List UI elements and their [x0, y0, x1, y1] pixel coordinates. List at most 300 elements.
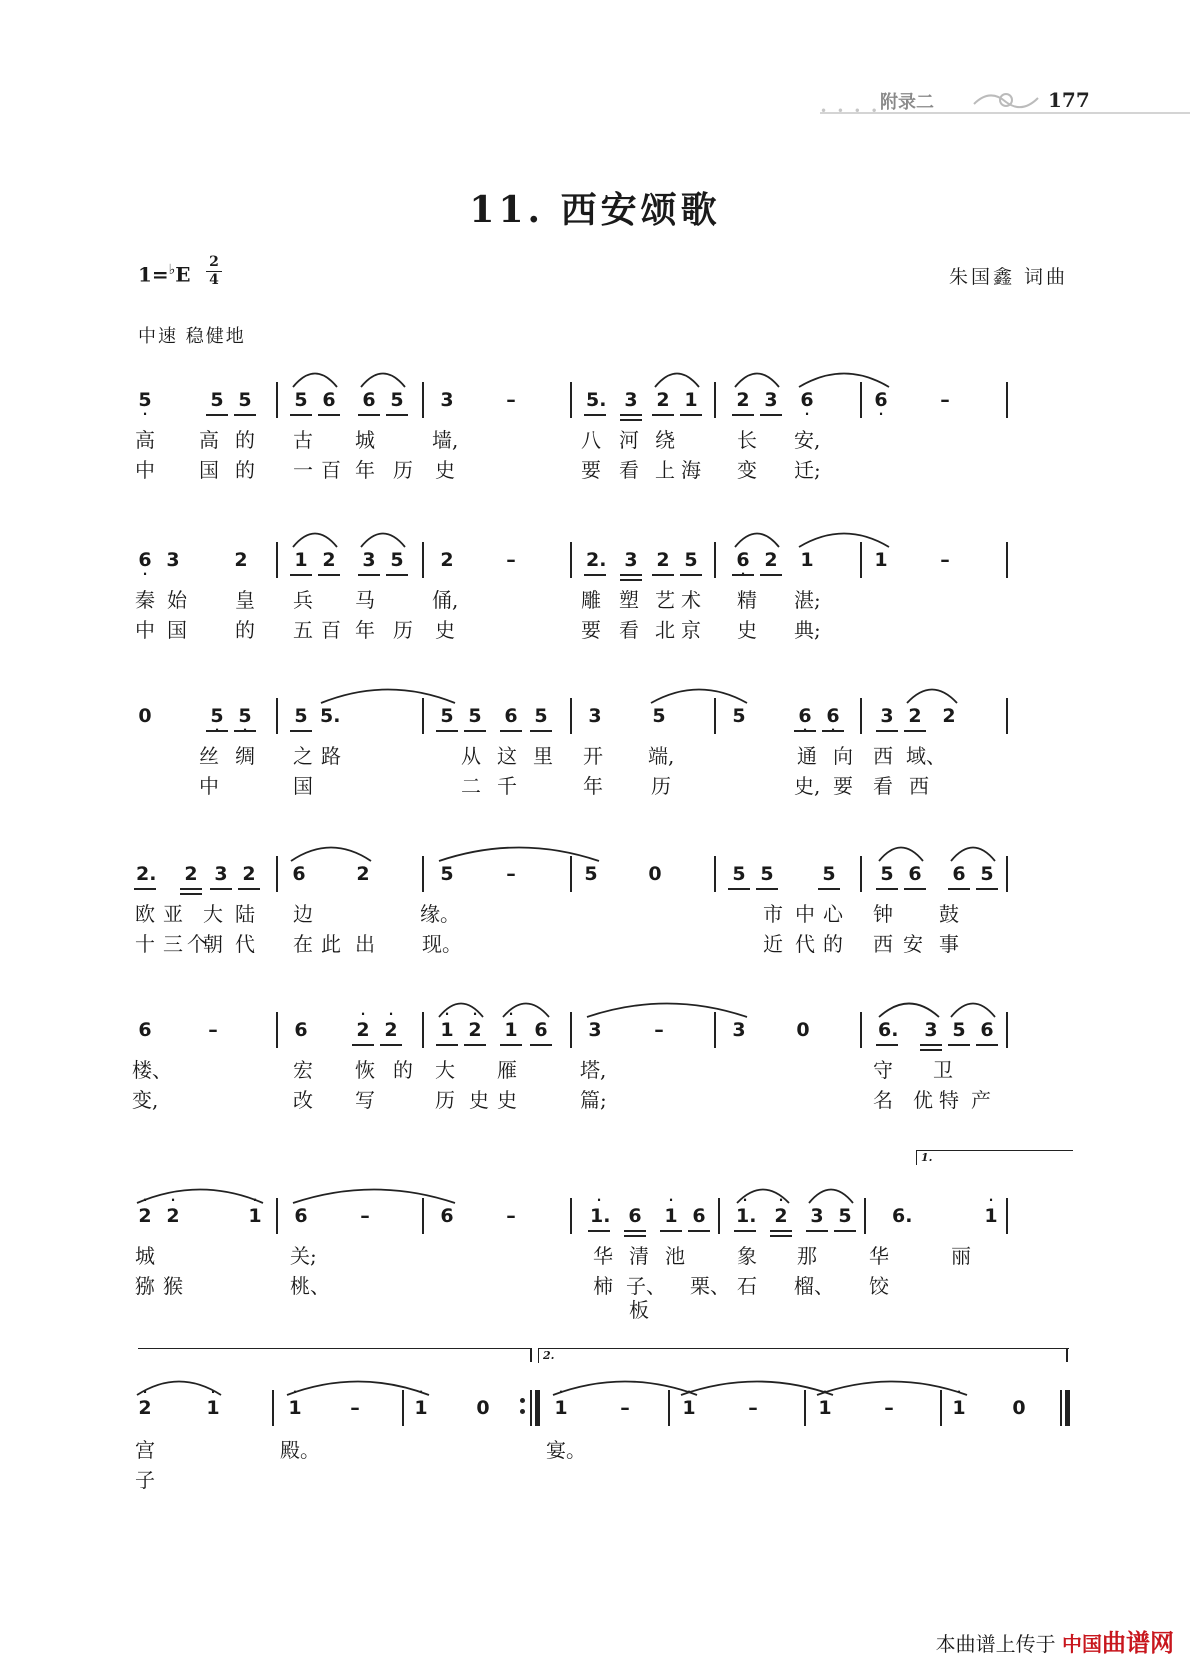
note: 6	[798, 705, 812, 727]
note: 1	[206, 1397, 220, 1419]
slur	[136, 1380, 222, 1396]
lyric-line2: 中	[135, 458, 155, 482]
note: 5	[952, 1019, 966, 1041]
barline	[422, 382, 424, 418]
note: 0	[476, 1397, 490, 1419]
note: –	[940, 549, 950, 571]
lyric-line1: 这	[497, 744, 517, 768]
note: –	[884, 1397, 894, 1419]
underline	[976, 1044, 998, 1046]
lyric-line2: 个	[187, 932, 207, 956]
note: 2	[166, 1205, 180, 1227]
underline	[620, 574, 642, 576]
lyric-line1: 那	[797, 1244, 817, 1268]
note: 3	[880, 705, 894, 727]
underline	[624, 1235, 646, 1237]
lyric-line1: 术	[681, 588, 701, 612]
note: 2	[356, 1019, 370, 1041]
octave-dot-below: ·	[804, 407, 810, 421]
note: 1	[440, 1019, 454, 1041]
lyric-line1: 边	[293, 902, 313, 926]
underline	[732, 574, 754, 576]
lyric-line1: 西	[873, 744, 893, 768]
underline	[386, 574, 408, 576]
lyric-line2: 朝	[203, 932, 223, 956]
lyric-line2: 安	[903, 932, 923, 956]
tie	[798, 372, 890, 388]
octave-dot-above: ·	[822, 1385, 828, 1399]
composer-credit: 朱国鑫 词曲	[948, 266, 1068, 288]
note: 6	[980, 1019, 994, 1041]
note: 2	[736, 389, 750, 411]
note: –	[208, 1019, 218, 1041]
note: 5	[294, 389, 308, 411]
note: 2	[440, 549, 454, 571]
note: –	[506, 1205, 516, 1227]
underline	[794, 730, 816, 732]
song-title: 11. 西安颂歌	[469, 189, 721, 231]
lyric-line2: 栗、	[690, 1274, 730, 1298]
octave-dot-above: ·	[360, 1007, 366, 1021]
lyric-line1: 市	[763, 902, 783, 926]
underline	[290, 730, 312, 732]
octave-dot-above: ·	[142, 1193, 148, 1207]
volta-2-label: 2.	[543, 1349, 555, 1362]
octave-dot-above: ·	[508, 1007, 514, 1021]
underline	[318, 574, 340, 576]
lyric-line1: 的	[235, 428, 255, 452]
lyric-line2: 五	[293, 618, 313, 642]
note: 5	[822, 863, 836, 885]
tie	[816, 1380, 968, 1396]
underline	[290, 414, 312, 416]
note: 6	[138, 1019, 152, 1041]
note: 5	[440, 863, 454, 885]
note: 6	[294, 1205, 308, 1227]
volta-bracket-1	[916, 1150, 1073, 1165]
key-note: E	[175, 262, 191, 287]
underline	[180, 888, 202, 890]
note: 6	[138, 549, 152, 571]
underline	[588, 1230, 610, 1232]
lyric-line2: 桃、	[290, 1274, 330, 1298]
lyric-line1: 域、	[906, 744, 946, 768]
tie	[438, 846, 600, 862]
barline	[276, 542, 278, 578]
underline	[904, 888, 926, 890]
lyric-line2: 写	[355, 1088, 375, 1112]
note: 5.	[586, 389, 607, 411]
tie	[680, 1380, 834, 1396]
note: 5	[732, 863, 746, 885]
barline	[276, 1198, 278, 1234]
underline	[806, 1230, 828, 1232]
note: –	[940, 389, 950, 411]
note: 1.	[736, 1205, 757, 1227]
underline	[920, 1044, 942, 1046]
lyric-line1: 恢	[355, 1058, 375, 1082]
note: 2	[468, 1019, 482, 1041]
underline	[688, 1230, 710, 1232]
slur	[290, 846, 372, 862]
note: 0	[648, 863, 662, 885]
lyric-line2: 优	[913, 1088, 933, 1112]
barline	[276, 856, 278, 892]
underline	[624, 1230, 646, 1232]
note: 3	[732, 1019, 746, 1041]
lyric-line1: 陆	[235, 902, 255, 926]
note: 1	[874, 549, 888, 571]
note: 5	[534, 705, 548, 727]
slur	[136, 1188, 264, 1204]
barline	[570, 542, 572, 578]
barline	[1006, 1198, 1008, 1234]
underline	[234, 730, 256, 732]
slur	[360, 532, 406, 548]
underline	[904, 730, 926, 732]
note: 1	[504, 1019, 518, 1041]
lyric-line2: 国	[167, 618, 187, 642]
note: 2	[184, 863, 198, 885]
lyric-line2: 出	[355, 932, 375, 956]
octave-dot-below: ·	[802, 723, 808, 737]
lyric-line1: 城	[135, 1244, 155, 1268]
lyric-line1: 长	[737, 428, 757, 452]
lyric-line1: 殿。	[280, 1438, 320, 1462]
note: 3	[924, 1019, 938, 1041]
underline	[464, 730, 486, 732]
lyric-line2: 上	[655, 458, 675, 482]
note: 5	[468, 705, 482, 727]
octave-dot-below: ·	[142, 407, 148, 421]
lyric-line2: 看	[619, 458, 639, 482]
note: 6	[292, 863, 306, 885]
lyric-line2: 此	[321, 932, 341, 956]
underline	[620, 414, 642, 416]
lyric-line2: 史	[497, 1088, 517, 1112]
lyric-line2: 名	[873, 1088, 893, 1112]
octave-dot-above: ·	[742, 1193, 748, 1207]
underline	[728, 888, 750, 890]
note: 6	[800, 389, 814, 411]
note: –	[506, 863, 516, 885]
lyric-line2: 榴、	[794, 1274, 834, 1298]
note: 1	[248, 1205, 262, 1227]
note: 6	[952, 863, 966, 885]
lyric-line2: 代	[235, 932, 255, 956]
slur	[292, 532, 338, 548]
lyric-line2: 海	[681, 458, 701, 482]
slur	[502, 1002, 550, 1018]
lyric-line1: 宫	[135, 1438, 155, 1462]
lyric-line2: 一	[293, 458, 313, 482]
volta-1-label: 1.	[921, 1151, 933, 1164]
underline	[500, 730, 522, 732]
note: 5	[390, 549, 404, 571]
lyric-line2: 变,	[132, 1088, 159, 1112]
lyric-line1: 丽	[951, 1244, 971, 1268]
octave-dot-below: ·	[830, 723, 836, 737]
slur	[360, 372, 406, 388]
barline	[1006, 698, 1008, 734]
barline	[1006, 1012, 1008, 1048]
lyric-line1: 开	[583, 744, 603, 768]
underline	[948, 1044, 970, 1046]
barline	[422, 542, 424, 578]
lyric-line2: 典;	[794, 618, 821, 642]
lyric-line2: 年	[355, 618, 375, 642]
header-dots: • • • •	[820, 104, 881, 118]
repeat-barline	[530, 1390, 532, 1426]
barline	[1006, 382, 1008, 418]
octave-dot-above: ·	[210, 1385, 216, 1399]
lyric-line1: 宴。	[546, 1438, 586, 1462]
note: 1	[800, 549, 814, 571]
octave-dot-above: ·	[388, 1007, 394, 1021]
lyric-line2: 要	[581, 458, 601, 482]
lyric-line1: 河	[619, 428, 639, 452]
tie	[586, 1002, 748, 1018]
note: 3	[624, 549, 638, 571]
section-label: 附录二	[880, 92, 934, 113]
lyric-line2: 产	[971, 1088, 991, 1112]
note: –	[748, 1397, 758, 1419]
volta-end	[1066, 1348, 1068, 1362]
lyric-line2: 三	[163, 932, 183, 956]
note: 6	[692, 1205, 706, 1227]
note: 2	[138, 1397, 152, 1419]
lyric-line1: 高	[199, 428, 219, 452]
note: 6	[362, 389, 376, 411]
tie	[292, 1188, 456, 1204]
barline	[570, 1012, 572, 1048]
underline	[358, 574, 380, 576]
underline	[876, 888, 898, 890]
volta-bracket-2	[538, 1348, 1069, 1363]
lyric-line2: 猕	[135, 1274, 155, 1298]
octave-dot-below: ·	[142, 567, 148, 581]
note: 5	[238, 389, 252, 411]
lyric-line2: 年	[355, 458, 375, 482]
lyric-line2: 代	[795, 932, 815, 956]
note: 3	[810, 1205, 824, 1227]
underline	[290, 574, 312, 576]
underline	[464, 1044, 486, 1046]
lyric-line2: 百	[321, 458, 341, 482]
lyric-line2: 要	[833, 774, 853, 798]
underline	[210, 888, 232, 890]
note: 0	[1012, 1397, 1026, 1419]
underline	[732, 414, 754, 416]
note: 2.	[586, 549, 607, 571]
lyric-line1: 马	[355, 588, 375, 612]
lyric-line1: 之	[293, 744, 313, 768]
lyric-line2: 中	[199, 774, 219, 798]
underline	[734, 1230, 756, 1232]
barline	[1006, 542, 1008, 578]
lyric-line1: 通	[797, 744, 817, 768]
underline	[584, 414, 606, 416]
note: 6.	[892, 1205, 913, 1227]
ornament-icon	[972, 84, 1042, 114]
lyric-line2: 中	[135, 618, 155, 642]
repeat-dots	[520, 1394, 526, 1420]
lyric-line2: 史	[469, 1088, 489, 1112]
octave-dot-above: ·	[170, 1193, 176, 1207]
lyric-line2: 变	[737, 458, 757, 482]
barline	[272, 1390, 274, 1426]
underline	[238, 888, 260, 890]
underline	[530, 730, 552, 732]
lyric-line2: 百	[321, 618, 341, 642]
octave-dot-above: ·	[988, 1193, 994, 1207]
barline	[860, 698, 862, 734]
note: 1.	[590, 1205, 611, 1227]
lyric-line2: 石	[737, 1274, 757, 1298]
octave-dot-below: ·	[242, 723, 248, 737]
lyric-line1: 关;	[290, 1244, 317, 1268]
lyric-line1: 华	[593, 1244, 613, 1268]
note: 5	[732, 705, 746, 727]
octave-dot-above: ·	[418, 1385, 424, 1399]
lyric-line2: 看	[873, 774, 893, 798]
tie	[552, 1380, 698, 1396]
underline	[386, 414, 408, 416]
barline	[276, 698, 278, 734]
final-thick-barline	[1065, 1390, 1070, 1426]
underline	[876, 730, 898, 732]
underline	[134, 888, 156, 890]
note: 3	[764, 389, 778, 411]
lyric-line2: 近	[763, 932, 783, 956]
lyric-line1: 里	[533, 744, 553, 768]
octave-dot-above: ·	[778, 1193, 784, 1207]
lyric-line1: 卫	[933, 1058, 953, 1082]
note: 6	[322, 389, 336, 411]
footer-site: 曲谱网	[1102, 1629, 1174, 1657]
underline	[436, 1044, 458, 1046]
time-signature	[206, 254, 222, 289]
volta-line-1	[138, 1348, 530, 1363]
time-top: 2	[209, 254, 219, 270]
note: 3	[624, 389, 638, 411]
lyric-line2: 历	[435, 1088, 455, 1112]
lyric-line1: 绕	[655, 428, 675, 452]
volta-end	[530, 1348, 532, 1362]
octave-dot-above: ·	[686, 1385, 692, 1399]
lyric-line2: 的	[235, 618, 255, 642]
barline	[718, 1198, 720, 1234]
barline	[570, 1198, 572, 1234]
note: 3	[362, 549, 376, 571]
octave-dot-above: ·	[956, 1385, 962, 1399]
note: 2	[356, 863, 370, 885]
lyric-line1: 路	[321, 744, 341, 768]
lyric-line1: 皇	[235, 588, 255, 612]
barline	[276, 1012, 278, 1048]
lyric-line1: 亚	[163, 902, 183, 926]
underline	[760, 574, 782, 576]
underline	[380, 1044, 402, 1046]
underline	[652, 574, 674, 576]
note: 3	[440, 389, 454, 411]
underline	[318, 414, 340, 416]
slur	[734, 372, 780, 388]
lyric-line1: 象	[737, 1244, 757, 1268]
time-bottom: 4	[209, 272, 219, 288]
note: –	[506, 389, 516, 411]
lyric-line1: 八	[581, 428, 601, 452]
lyric-line2: 历	[651, 774, 671, 798]
octave-dot-above: ·	[668, 1193, 674, 1207]
lyric-line2: 篇;	[580, 1088, 607, 1112]
underline	[234, 414, 256, 416]
underline	[584, 574, 606, 576]
note: 2	[774, 1205, 788, 1227]
barline	[1006, 856, 1008, 892]
note: 3	[588, 1019, 602, 1041]
note: 0	[796, 1019, 810, 1041]
barline	[276, 382, 278, 418]
note: –	[620, 1397, 630, 1419]
note: 6	[294, 1019, 308, 1041]
barline	[864, 1198, 866, 1234]
underline	[620, 579, 642, 581]
footer-text: 本曲谱上传于	[935, 1632, 1056, 1656]
slur	[736, 1188, 790, 1204]
octave-dot-above: ·	[444, 1007, 450, 1021]
note: 5	[210, 389, 224, 411]
note: 5	[440, 705, 454, 727]
lyric-line1: 雁	[497, 1058, 517, 1082]
slur	[650, 688, 748, 704]
lyric-line2: 子	[135, 1468, 155, 1492]
note: 2	[242, 863, 256, 885]
lyric-line2: 特	[939, 1088, 959, 1112]
barline	[714, 856, 716, 892]
note: 2	[942, 705, 956, 727]
note: 6.	[878, 1019, 899, 1041]
note: –	[350, 1397, 360, 1419]
lyric-line1: 清	[629, 1244, 649, 1268]
note: 5	[684, 549, 698, 571]
underline	[680, 574, 702, 576]
lyric-line1: 缘。	[420, 902, 460, 926]
underline	[876, 1044, 898, 1046]
underline	[620, 419, 642, 421]
lyric-line2: 柿	[593, 1274, 613, 1298]
lyric-line1: 城	[355, 428, 375, 452]
underline	[976, 888, 998, 890]
note: 1	[818, 1397, 832, 1419]
lyric-line2: 国	[293, 774, 313, 798]
underline	[822, 730, 844, 732]
lyric-line2: 西	[909, 774, 929, 798]
lyric-line2: 十	[135, 932, 155, 956]
note: 2	[322, 549, 336, 571]
lyric-line1: 守	[873, 1058, 893, 1082]
underline	[834, 1230, 856, 1232]
note: 1	[288, 1397, 302, 1419]
key-label: 1=	[138, 262, 169, 287]
note: 1	[414, 1397, 428, 1419]
lyric-line2: 史,	[794, 774, 821, 798]
note: 3	[214, 863, 228, 885]
slur	[292, 372, 338, 388]
tie	[320, 688, 456, 704]
lyric-line1: 雕	[581, 588, 601, 612]
footer-logo: 中国	[1062, 1632, 1102, 1656]
